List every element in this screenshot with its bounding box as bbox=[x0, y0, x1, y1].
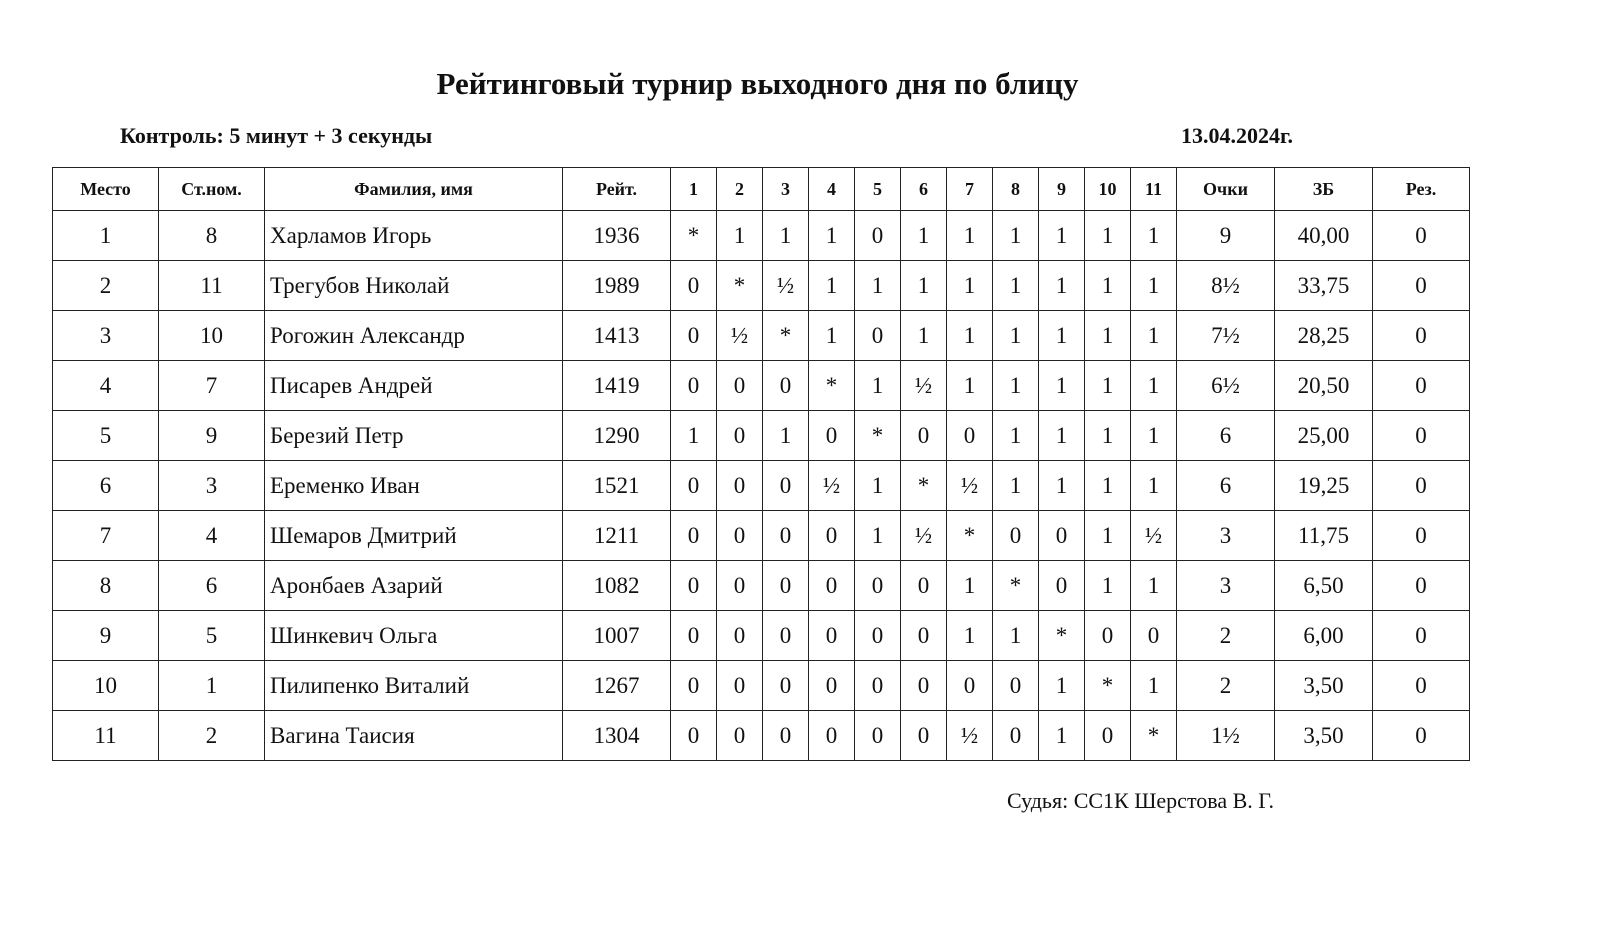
game-result-cell: 1 bbox=[947, 361, 993, 411]
time-control: Контроль: 5 минут + 3 секунды bbox=[120, 123, 433, 148]
start-number-cell: 4 bbox=[159, 511, 265, 561]
game-result-cell: 1 bbox=[993, 611, 1039, 661]
game-result-cell: * bbox=[1131, 711, 1177, 761]
rating-cell: 1936 bbox=[563, 211, 671, 261]
points-cell: 6 bbox=[1177, 411, 1275, 461]
column-header: 4 bbox=[809, 168, 855, 211]
game-result-cell: 0 bbox=[671, 661, 717, 711]
place-cell: 8 bbox=[53, 561, 159, 611]
player-name-cell: Еременко Иван bbox=[265, 461, 563, 511]
place-cell: 7 bbox=[53, 511, 159, 561]
game-result-cell: 0 bbox=[901, 611, 947, 661]
game-result-cell: 0 bbox=[671, 461, 717, 511]
start-number-cell: 3 bbox=[159, 461, 265, 511]
game-result-cell: 0 bbox=[763, 461, 809, 511]
rating-cell: 1082 bbox=[563, 561, 671, 611]
column-header: Фамилия, имя bbox=[265, 168, 563, 211]
game-result-cell: 0 bbox=[763, 661, 809, 711]
game-result-cell: 1 bbox=[763, 411, 809, 461]
game-result-cell: 0 bbox=[855, 711, 901, 761]
game-result-cell: 1 bbox=[947, 611, 993, 661]
game-result-cell: 1 bbox=[993, 461, 1039, 511]
table-row bbox=[53, 211, 1470, 261]
game-result-cell: 1 bbox=[1085, 511, 1131, 561]
game-result-cell: 1 bbox=[947, 211, 993, 261]
game-result-cell: 0 bbox=[855, 611, 901, 661]
game-result-cell: 0 bbox=[993, 711, 1039, 761]
points-cell: 3 bbox=[1177, 561, 1275, 611]
game-result-cell: 1 bbox=[901, 311, 947, 361]
game-result-cell: 0 bbox=[809, 511, 855, 561]
game-result-cell: 0 bbox=[717, 661, 763, 711]
game-result-cell: 1 bbox=[1131, 461, 1177, 511]
judge-signature: Судья: СС1К Шерстова В. Г. bbox=[1007, 788, 1275, 813]
rez-cell: 0 bbox=[1373, 211, 1470, 261]
game-result-cell: 0 bbox=[671, 711, 717, 761]
rating-cell: 1211 bbox=[563, 511, 671, 561]
rating-cell: 1419 bbox=[563, 361, 671, 411]
game-result-cell: 1 bbox=[1039, 411, 1085, 461]
game-result-cell: 0 bbox=[855, 211, 901, 261]
game-result-cell: 1 bbox=[1085, 561, 1131, 611]
rez-cell: 0 bbox=[1373, 411, 1470, 461]
game-result-cell: ½ bbox=[947, 711, 993, 761]
column-header: 6 bbox=[901, 168, 947, 211]
game-result-cell: 1 bbox=[1039, 711, 1085, 761]
rez-cell: 0 bbox=[1373, 361, 1470, 411]
points-cell: 2 bbox=[1177, 661, 1275, 711]
game-result-cell: 0 bbox=[993, 511, 1039, 561]
game-result-cell: 1 bbox=[1131, 661, 1177, 711]
column-header: Очки bbox=[1177, 168, 1275, 211]
game-result-cell: 0 bbox=[901, 561, 947, 611]
game-result-cell: 1 bbox=[1131, 261, 1177, 311]
rez-cell: 0 bbox=[1373, 261, 1470, 311]
column-header: 8 bbox=[993, 168, 1039, 211]
game-result-cell: 0 bbox=[1085, 611, 1131, 661]
game-result-cell: 1 bbox=[855, 461, 901, 511]
table-row bbox=[53, 461, 1470, 511]
game-result-cell: * bbox=[671, 211, 717, 261]
player-name-cell: Харламов Игорь bbox=[265, 211, 563, 261]
game-result-cell: 0 bbox=[671, 611, 717, 661]
tiebreak-cell: 20,50 bbox=[1275, 361, 1373, 411]
game-result-cell: 0 bbox=[763, 561, 809, 611]
game-result-cell: 1 bbox=[947, 311, 993, 361]
game-result-cell: 0 bbox=[901, 661, 947, 711]
points-cell: 2 bbox=[1177, 611, 1275, 661]
game-result-cell: 0 bbox=[763, 361, 809, 411]
rez-cell: 0 bbox=[1373, 461, 1470, 511]
points-cell: 3 bbox=[1177, 511, 1275, 561]
results-table bbox=[52, 167, 1470, 761]
game-result-cell: ½ bbox=[901, 511, 947, 561]
tiebreak-cell: 3,50 bbox=[1275, 661, 1373, 711]
tiebreak-cell: 40,00 bbox=[1275, 211, 1373, 261]
game-result-cell: * bbox=[993, 561, 1039, 611]
game-result-cell: 0 bbox=[763, 611, 809, 661]
game-result-cell: 1 bbox=[1131, 411, 1177, 461]
game-result-cell: 0 bbox=[671, 261, 717, 311]
game-result-cell: 0 bbox=[671, 311, 717, 361]
game-result-cell: 1 bbox=[1039, 361, 1085, 411]
game-result-cell: 1 bbox=[1039, 261, 1085, 311]
tiebreak-cell: 28,25 bbox=[1275, 311, 1373, 361]
game-result-cell: 1 bbox=[1131, 361, 1177, 411]
game-result-cell: 0 bbox=[671, 511, 717, 561]
game-result-cell: 1 bbox=[993, 311, 1039, 361]
player-name-cell: Пилипенко Виталий bbox=[265, 661, 563, 711]
points-cell: 7½ bbox=[1177, 311, 1275, 361]
game-result-cell: 0 bbox=[809, 611, 855, 661]
rez-cell: 0 bbox=[1373, 511, 1470, 561]
column-header: 1 bbox=[671, 168, 717, 211]
rating-cell: 1989 bbox=[563, 261, 671, 311]
table-row bbox=[53, 261, 1470, 311]
game-result-cell: 1 bbox=[1039, 661, 1085, 711]
rating-cell: 1007 bbox=[563, 611, 671, 661]
game-result-cell: 1 bbox=[1085, 261, 1131, 311]
game-result-cell: 1 bbox=[993, 361, 1039, 411]
place-cell: 10 bbox=[53, 661, 159, 711]
game-result-cell: 1 bbox=[1039, 211, 1085, 261]
game-result-cell: 1 bbox=[855, 511, 901, 561]
points-cell: 8½ bbox=[1177, 261, 1275, 311]
rating-cell: 1267 bbox=[563, 661, 671, 711]
place-cell: 3 bbox=[53, 311, 159, 361]
game-result-cell: 1 bbox=[1085, 311, 1131, 361]
game-result-cell: * bbox=[1085, 661, 1131, 711]
game-result-cell: 0 bbox=[901, 711, 947, 761]
game-result-cell: 1 bbox=[947, 261, 993, 311]
game-result-cell: 1 bbox=[901, 211, 947, 261]
player-name-cell: Шемаров Дмитрий bbox=[265, 511, 563, 561]
tiebreak-cell: 25,00 bbox=[1275, 411, 1373, 461]
start-number-cell: 1 bbox=[159, 661, 265, 711]
game-result-cell: 0 bbox=[1085, 711, 1131, 761]
rating-cell: 1304 bbox=[563, 711, 671, 761]
game-result-cell: 1 bbox=[763, 211, 809, 261]
game-result-cell: 1 bbox=[809, 211, 855, 261]
game-result-cell: * bbox=[717, 261, 763, 311]
column-header: 9 bbox=[1039, 168, 1085, 211]
start-number-cell: 10 bbox=[159, 311, 265, 361]
player-name-cell: Писарев Андрей bbox=[265, 361, 563, 411]
tiebreak-cell: 3,50 bbox=[1275, 711, 1373, 761]
game-result-cell: 0 bbox=[717, 411, 763, 461]
points-cell: 6½ bbox=[1177, 361, 1275, 411]
column-header: Место bbox=[53, 168, 159, 211]
place-cell: 1 bbox=[53, 211, 159, 261]
game-result-cell: 1 bbox=[809, 261, 855, 311]
game-result-cell: ½ bbox=[947, 461, 993, 511]
points-cell: 6 bbox=[1177, 461, 1275, 511]
game-result-cell: 0 bbox=[717, 361, 763, 411]
game-result-cell: 0 bbox=[809, 661, 855, 711]
tiebreak-cell: 6,00 bbox=[1275, 611, 1373, 661]
game-result-cell: 1 bbox=[855, 361, 901, 411]
rez-cell: 0 bbox=[1373, 611, 1470, 661]
table-row bbox=[53, 711, 1470, 761]
game-result-cell: 1 bbox=[1085, 411, 1131, 461]
place-cell: 2 bbox=[53, 261, 159, 311]
place-cell: 4 bbox=[53, 361, 159, 411]
points-cell: 9 bbox=[1177, 211, 1275, 261]
game-result-cell: 0 bbox=[671, 361, 717, 411]
game-result-cell: * bbox=[809, 361, 855, 411]
tiebreak-cell: 6,50 bbox=[1275, 561, 1373, 611]
header-row bbox=[53, 168, 1470, 211]
column-header: 7 bbox=[947, 168, 993, 211]
start-number-cell: 11 bbox=[159, 261, 265, 311]
column-header: Ст.ном. bbox=[159, 168, 265, 211]
rez-cell: 0 bbox=[1373, 661, 1470, 711]
game-result-cell: * bbox=[1039, 611, 1085, 661]
game-result-cell: 0 bbox=[1039, 511, 1085, 561]
column-header: 2 bbox=[717, 168, 763, 211]
place-cell: 9 bbox=[53, 611, 159, 661]
table-body bbox=[53, 211, 1470, 761]
page-title: Рейтинговый турнир выходного дня по блицу bbox=[436, 66, 1079, 101]
player-name-cell: Рогожин Александр bbox=[265, 311, 563, 361]
tiebreak-cell: 19,25 bbox=[1275, 461, 1373, 511]
game-result-cell: 1 bbox=[1131, 561, 1177, 611]
column-header: 3 bbox=[763, 168, 809, 211]
game-result-cell: * bbox=[763, 311, 809, 361]
game-result-cell: 0 bbox=[947, 661, 993, 711]
place-cell: 6 bbox=[53, 461, 159, 511]
game-result-cell: 0 bbox=[809, 411, 855, 461]
tiebreak-cell: 11,75 bbox=[1275, 511, 1373, 561]
game-result-cell: * bbox=[947, 511, 993, 561]
game-result-cell: 0 bbox=[1039, 561, 1085, 611]
rating-cell: 1290 bbox=[563, 411, 671, 461]
table-row bbox=[53, 511, 1470, 561]
game-result-cell: 1 bbox=[1085, 461, 1131, 511]
game-result-cell: 1 bbox=[1085, 211, 1131, 261]
game-result-cell: 1 bbox=[1039, 461, 1085, 511]
game-result-cell: 0 bbox=[947, 411, 993, 461]
game-result-cell: 0 bbox=[1131, 611, 1177, 661]
game-result-cell: 1 bbox=[993, 411, 1039, 461]
game-result-cell: 1 bbox=[901, 261, 947, 311]
game-result-cell: ½ bbox=[1131, 511, 1177, 561]
game-result-cell: 0 bbox=[671, 561, 717, 611]
player-name-cell: Аронбаев Азарий bbox=[265, 561, 563, 611]
game-result-cell: 1 bbox=[671, 411, 717, 461]
rating-cell: 1521 bbox=[563, 461, 671, 511]
tournament-date: 13.04.2024г. bbox=[1181, 123, 1294, 148]
rating-cell: 1413 bbox=[563, 311, 671, 361]
player-name-cell: Вагина Таисия bbox=[265, 711, 563, 761]
game-result-cell: 0 bbox=[855, 561, 901, 611]
game-result-cell: ½ bbox=[901, 361, 947, 411]
column-header: 10 bbox=[1085, 168, 1131, 211]
game-result-cell: 0 bbox=[717, 561, 763, 611]
game-result-cell: 1 bbox=[1085, 361, 1131, 411]
place-cell: 5 bbox=[53, 411, 159, 461]
player-name-cell: Трегубов Николай bbox=[265, 261, 563, 311]
game-result-cell: 0 bbox=[717, 461, 763, 511]
column-header: 5 bbox=[855, 168, 901, 211]
table-row bbox=[53, 661, 1470, 711]
game-result-cell: 0 bbox=[717, 711, 763, 761]
game-result-cell: 0 bbox=[763, 511, 809, 561]
start-number-cell: 6 bbox=[159, 561, 265, 611]
table-row bbox=[53, 411, 1470, 461]
game-result-cell: * bbox=[855, 411, 901, 461]
table-row bbox=[53, 561, 1470, 611]
start-number-cell: 7 bbox=[159, 361, 265, 411]
game-result-cell: 1 bbox=[947, 561, 993, 611]
game-result-cell: 1 bbox=[993, 261, 1039, 311]
table-row bbox=[53, 611, 1470, 661]
game-result-cell: 1 bbox=[1131, 211, 1177, 261]
game-result-cell: 0 bbox=[809, 561, 855, 611]
column-header: Рейт. bbox=[563, 168, 671, 211]
points-cell: 1½ bbox=[1177, 711, 1275, 761]
start-number-cell: 8 bbox=[159, 211, 265, 261]
game-result-cell: 0 bbox=[809, 711, 855, 761]
game-result-cell: 1 bbox=[1039, 311, 1085, 361]
game-result-cell: 0 bbox=[717, 511, 763, 561]
column-header: 11 bbox=[1131, 168, 1177, 211]
rez-cell: 0 bbox=[1373, 311, 1470, 361]
column-header: Рез. bbox=[1373, 168, 1470, 211]
game-result-cell: ½ bbox=[763, 261, 809, 311]
game-result-cell: ½ bbox=[809, 461, 855, 511]
player-name-cell: Березий Петр bbox=[265, 411, 563, 461]
table-row bbox=[53, 361, 1470, 411]
game-result-cell: 0 bbox=[717, 611, 763, 661]
game-result-cell: ½ bbox=[717, 311, 763, 361]
start-number-cell: 9 bbox=[159, 411, 265, 461]
game-result-cell: * bbox=[901, 461, 947, 511]
game-result-cell: 0 bbox=[763, 711, 809, 761]
start-number-cell: 2 bbox=[159, 711, 265, 761]
game-result-cell: 1 bbox=[717, 211, 763, 261]
rez-cell: 0 bbox=[1373, 711, 1470, 761]
tiebreak-cell: 33,75 bbox=[1275, 261, 1373, 311]
game-result-cell: 0 bbox=[901, 411, 947, 461]
column-header: ЗБ bbox=[1275, 168, 1373, 211]
game-result-cell: 0 bbox=[855, 661, 901, 711]
place-cell: 11 bbox=[53, 711, 159, 761]
game-result-cell: 1 bbox=[809, 311, 855, 361]
player-name-cell: Шинкевич Ольга bbox=[265, 611, 563, 661]
start-number-cell: 5 bbox=[159, 611, 265, 661]
table-row bbox=[53, 311, 1470, 361]
game-result-cell: 1 bbox=[855, 261, 901, 311]
game-result-cell: 1 bbox=[1131, 311, 1177, 361]
game-result-cell: 0 bbox=[993, 661, 1039, 711]
game-result-cell: 1 bbox=[993, 211, 1039, 261]
rez-cell: 0 bbox=[1373, 561, 1470, 611]
game-result-cell: 0 bbox=[855, 311, 901, 361]
